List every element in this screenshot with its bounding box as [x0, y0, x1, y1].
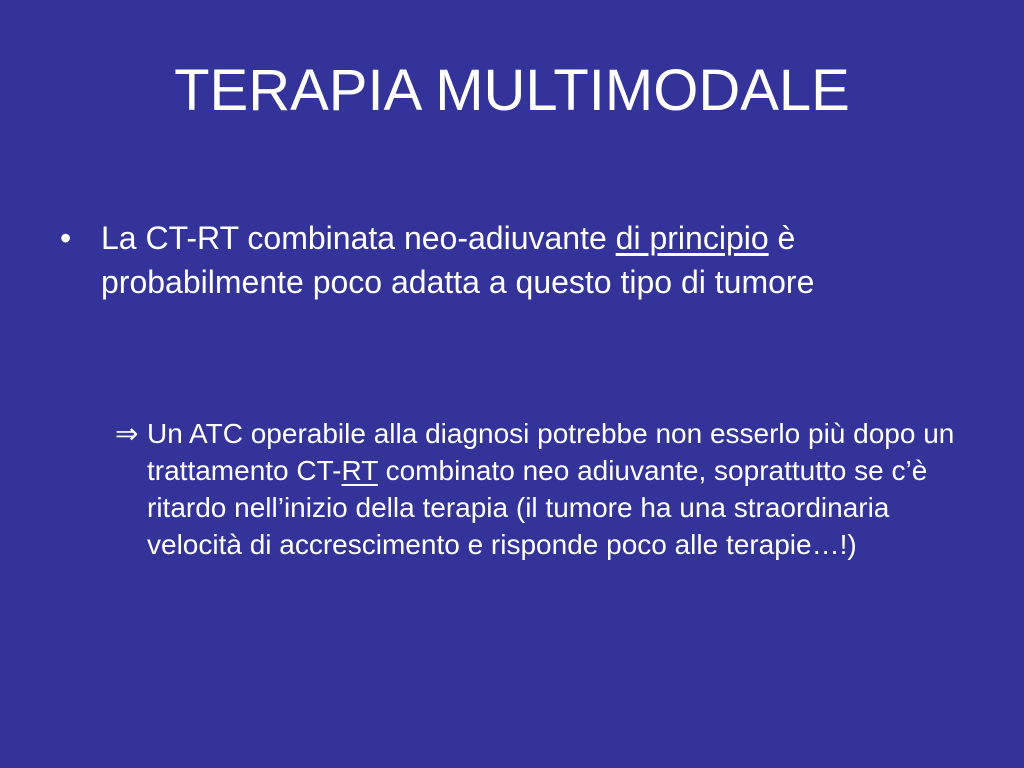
bullet-text-underlined: di principio [615, 220, 769, 256]
bullet-text [101, 216, 960, 304]
implies-arrow-icon: ⇒ [115, 418, 139, 449]
sub-bullet-text [147, 415, 975, 563]
sub-bullet-text-before: Un ATC operabile alla diagnosi potrebbe non esserlo più dopo un trattamento CT- [147, 418, 955, 486]
sub-bullet-text-underlined: RT [341, 455, 378, 486]
slide-title: TERAPIA MULTIMODALE [174, 58, 850, 123]
sub-bullet-text-after: combinato neo adiuvante, soprattutto se c’è ritardo nell’inizio della terapia (il tumore ha una straordinaria velocità di accrescimento e risponde poco alle terapie…!) [147, 455, 928, 560]
sub-bullet-item [115, 415, 975, 563]
bullet-text-after: è probabilmente poco adatta a questo tipo di tumore [101, 220, 815, 300]
bullet-text-before: La CT-RT combinata neo-adiuvante [101, 220, 616, 256]
bullet-item [60, 216, 960, 304]
bullet-marker: • [60, 220, 72, 256]
